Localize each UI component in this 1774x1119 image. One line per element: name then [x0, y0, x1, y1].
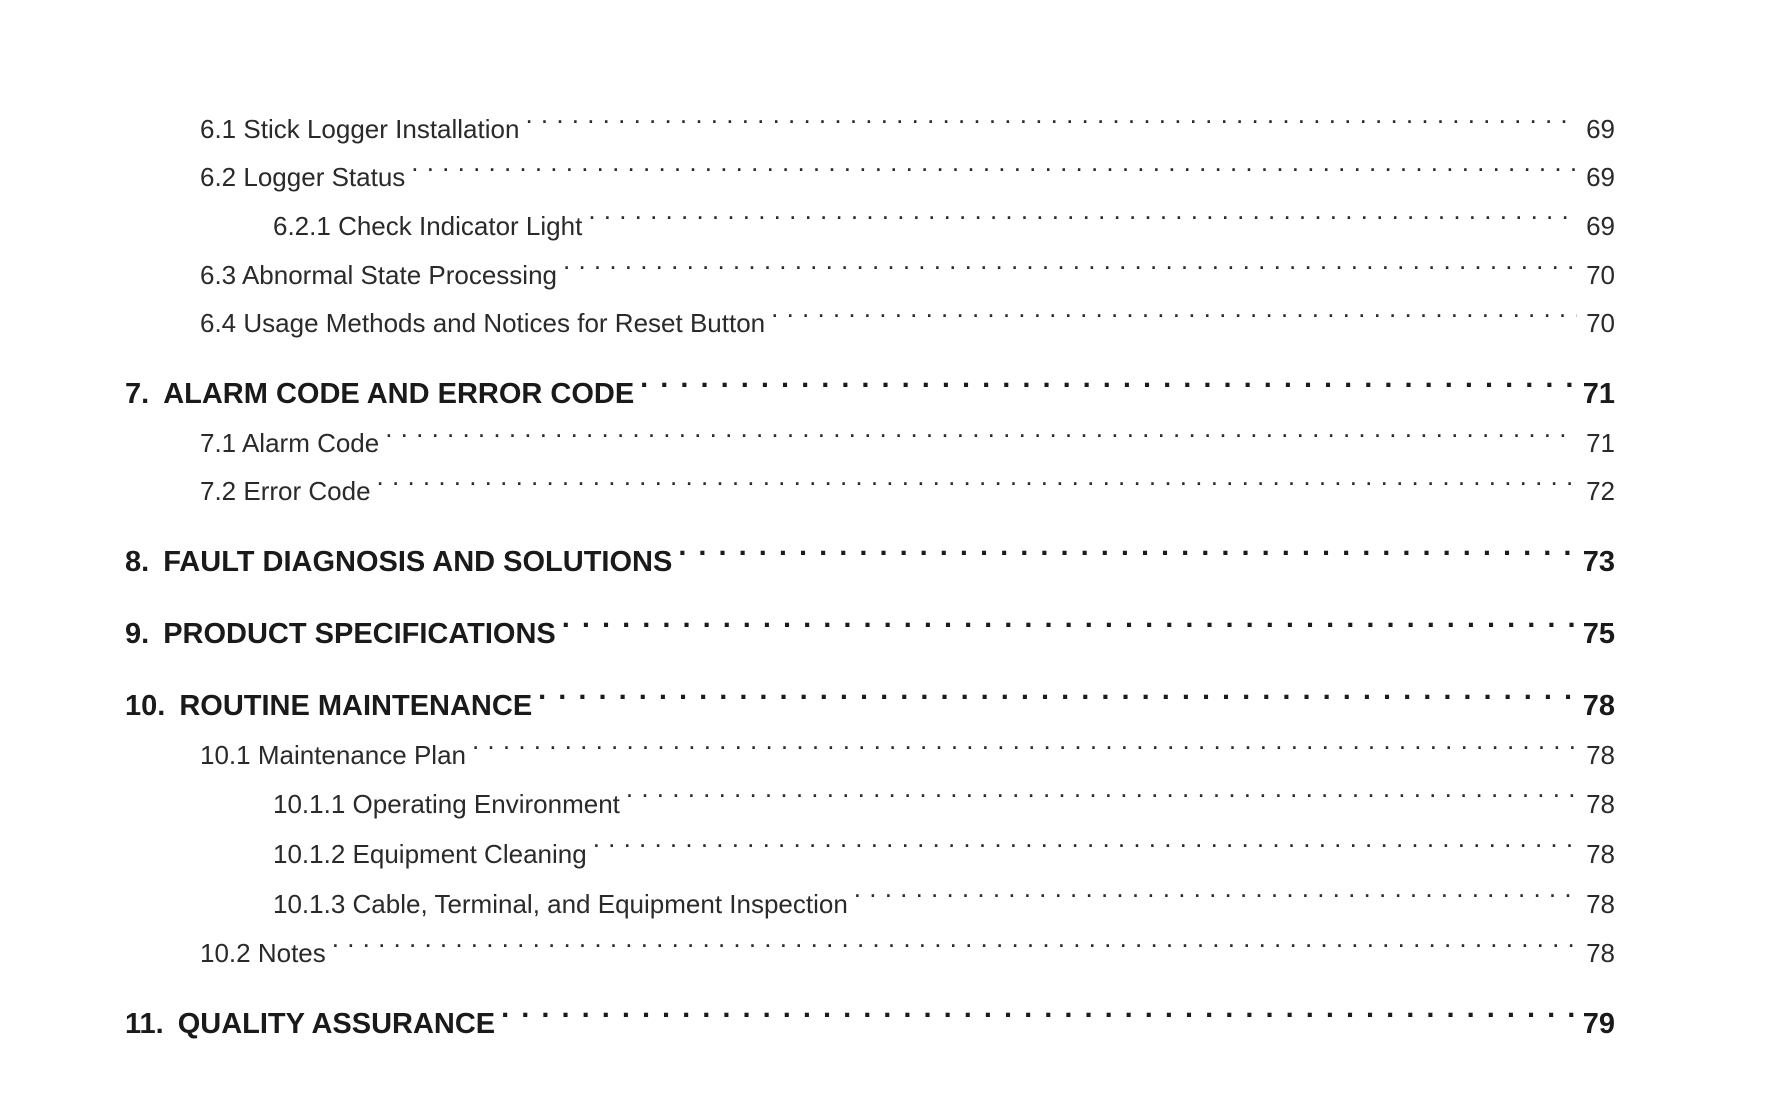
toc-entry-level-2[interactable] — [125, 929, 1615, 977]
toc-entry-page-number: 78 — [1582, 690, 1615, 722]
toc-entry-level-2[interactable] — [125, 105, 1615, 153]
toc-entry-level-1[interactable] — [125, 369, 1615, 419]
toc-entry-level-2[interactable] — [125, 731, 1615, 779]
toc-entry-level-2[interactable] — [125, 467, 1615, 515]
toc-entry-page-number: 72 — [1586, 476, 1615, 506]
toc-entry-number: 10.2 — [200, 938, 251, 968]
toc-entry-page-number: 78 — [1586, 740, 1615, 770]
toc-entry-label — [273, 879, 848, 929]
toc-entry-page-number: 79 — [1582, 1008, 1615, 1040]
toc-entry-page-number: 69 — [1586, 211, 1615, 241]
toc-entry-level-3[interactable] — [125, 829, 1615, 879]
dot-leader — [525, 112, 1577, 138]
dot-leader — [411, 160, 1577, 186]
toc-entry-title: Maintenance Plan — [257, 740, 466, 770]
dot-leader — [678, 542, 1574, 571]
toc-entry-title: Operating Environment — [352, 789, 620, 819]
toc-entry-title: Stick Logger Installation — [243, 114, 520, 144]
toc-entry-title: PRODUCT SPECIFICATIONS — [163, 618, 556, 650]
table-of-contents — [125, 105, 1615, 1049]
toc-entry-number: 10. — [125, 690, 166, 722]
toc-entry-label — [125, 999, 495, 1049]
dot-leader — [501, 1004, 1575, 1033]
toc-entry-title: Logger Status — [243, 162, 406, 192]
toc-entry-number: 11. — [125, 1008, 164, 1040]
toc-entry-page-number: 70 — [1586, 260, 1615, 290]
toc-entry-level-2[interactable] — [125, 251, 1615, 299]
toc-entry-page-number: 78 — [1586, 938, 1615, 968]
toc-entry-title: Notes — [257, 938, 326, 968]
toc-entry-number: 6.1 — [200, 114, 237, 144]
toc-entry-title: Usage Methods and Notices for Reset Button — [243, 308, 766, 338]
toc-entry-number: 6.2.1 — [273, 211, 331, 241]
toc-entry-title: ALARM CODE AND ERROR CODE — [163, 378, 635, 410]
dot-leader — [771, 306, 1577, 332]
toc-entry-number: 6.2 — [200, 162, 237, 192]
toc-entry-level-1[interactable] — [125, 609, 1615, 659]
toc-entry-number: 7.2 — [200, 476, 237, 506]
toc-entry-level-3[interactable] — [125, 201, 1615, 251]
dot-leader — [385, 426, 1577, 452]
toc-entry-page-number: 69 — [1586, 162, 1615, 192]
dot-leader — [593, 837, 1577, 863]
toc-entry-number: 10.1.2 — [273, 839, 346, 869]
toc-entry-label — [200, 731, 466, 779]
toc-entry-label — [273, 829, 587, 879]
toc-entry-number: 9. — [125, 618, 150, 650]
toc-entry-page-number: 78 — [1586, 789, 1615, 819]
dot-leader — [538, 686, 1575, 715]
dot-leader — [472, 738, 1577, 764]
toc-entry-title: ROUTINE MAINTENANCE — [179, 690, 533, 722]
dot-leader — [640, 374, 1575, 403]
toc-entry-level-1[interactable] — [125, 999, 1615, 1049]
toc-entry-label — [125, 681, 532, 731]
toc-entry-number: 10.1.3 — [273, 889, 346, 919]
toc-entry-label — [200, 929, 326, 977]
toc-entry-label — [200, 153, 405, 201]
toc-entry-label — [125, 609, 556, 659]
dot-leader — [562, 614, 1575, 643]
toc-entry-label — [200, 105, 519, 153]
toc-entry-level-2[interactable] — [125, 299, 1615, 347]
toc-entry-level-3[interactable] — [125, 879, 1615, 929]
toc-entry-level-3[interactable] — [125, 779, 1615, 829]
toc-entry-title: Cable, Terminal, and Equipment Inspection — [352, 889, 848, 919]
toc-entry-page-number: 78 — [1586, 889, 1615, 919]
toc-entry-page-number: 70 — [1586, 308, 1615, 338]
toc-entry-number: 10.1 — [200, 740, 251, 770]
toc-entry-page-number: 75 — [1582, 618, 1615, 650]
toc-entry-number: 6.3 — [200, 260, 237, 290]
toc-entry-page-number: 73 — [1582, 546, 1615, 578]
toc-entry-page-number: 78 — [1586, 839, 1615, 869]
toc-entry-title: FAULT DIAGNOSIS AND SOLUTIONS — [163, 546, 673, 578]
toc-entry-number: 10.1.1 — [273, 789, 346, 819]
toc-entry-level-1[interactable] — [125, 537, 1615, 587]
toc-entry-label — [200, 467, 371, 515]
toc-entry-title: QUALITY ASSURANCE — [177, 1008, 496, 1040]
dot-leader — [854, 887, 1577, 913]
toc-entry-label — [200, 251, 557, 299]
dot-leader — [377, 474, 1577, 500]
toc-entry-label — [125, 369, 634, 419]
toc-entry-label — [273, 201, 582, 251]
toc-entry-level-1[interactable] — [125, 681, 1615, 731]
toc-entry-title: Error Code — [243, 476, 371, 506]
toc-entry-level-2[interactable] — [125, 153, 1615, 201]
toc-entry-page-number: 71 — [1582, 378, 1615, 410]
toc-entry-number: 6.4 — [200, 308, 237, 338]
toc-entry-title: Alarm Code — [241, 428, 380, 458]
toc-entry-title: Abnormal State Processing — [241, 260, 557, 290]
dot-leader — [563, 258, 1577, 284]
toc-entry-number: 8. — [125, 546, 150, 578]
toc-entry-level-2[interactable] — [125, 419, 1615, 467]
toc-entry-number: 7.1 — [200, 428, 237, 458]
toc-entry-number: 7. — [125, 378, 150, 410]
toc-entry-page-number: 71 — [1586, 428, 1615, 458]
toc-entry-label — [200, 299, 765, 347]
toc-entry-title: Equipment Cleaning — [352, 839, 587, 869]
toc-entry-page-number: 69 — [1586, 114, 1615, 144]
toc-entry-title: Check Indicator Light — [338, 211, 583, 241]
toc-entry-label — [200, 419, 379, 467]
toc-entry-label — [125, 537, 672, 587]
dot-leader — [332, 936, 1577, 962]
toc-entry-label — [273, 779, 620, 829]
dot-leader — [588, 209, 1577, 235]
dot-leader — [626, 787, 1577, 813]
